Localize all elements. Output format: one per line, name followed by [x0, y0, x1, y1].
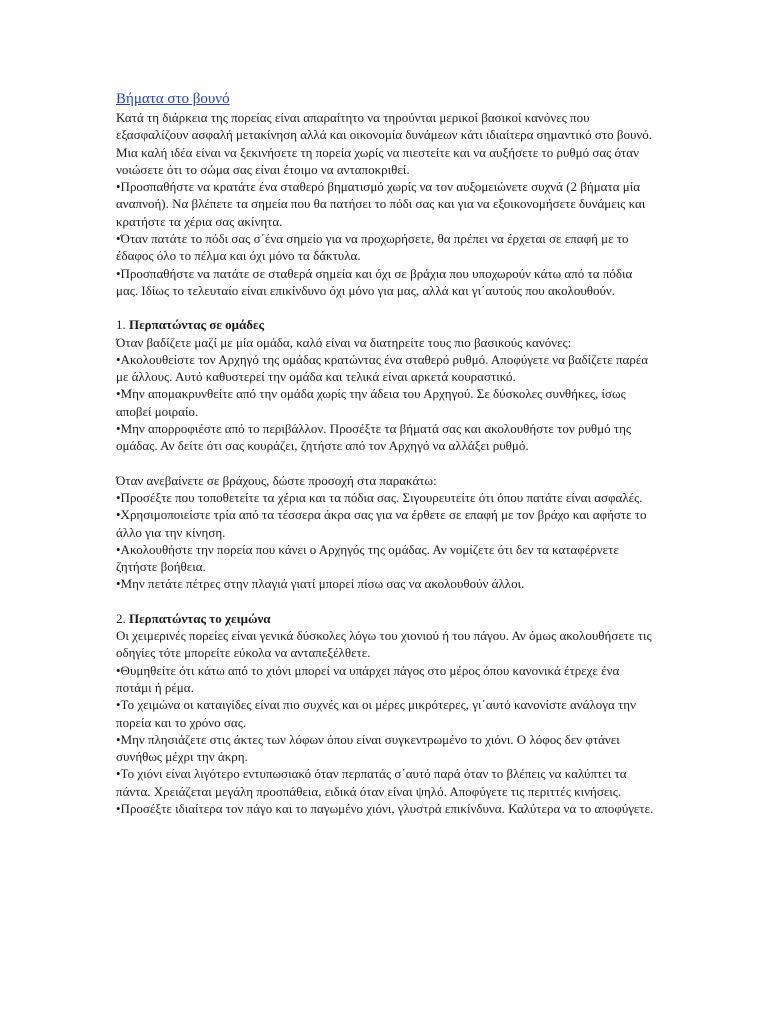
section-paragraph: Όταν βαδίζετε μαζί με μία ομάδα, καλό είναι να διατηρείτε τους πιο βασικούς κανόνες: — [116, 334, 572, 350]
section-number: 2. — [116, 610, 126, 626]
section-bullet: •Μην πλησιάζετε στις άκτες των λόφων όπου είναι συγκεντρωμένο το χιόνι. Ο λόφος δεν φτάνει συνήθως μέχρι την άκρη. — [116, 731, 620, 765]
section-number: 1. — [116, 317, 126, 333]
section-bullet: •Προσέξτε που τοποθετείτε τα χέρια και τα πόδια σας. Σιγουρευτείτε ότι όπου πατάτε είναι ασφαλές. — [116, 489, 643, 505]
section-heading — [116, 316, 656, 333]
section-bullet: •Προσέξτε ιδιαίτερα τον πάγο και το παγωμένο χιόνι, γλυστρά επικίνδυνα. Καλύτερα να το αποφύγετε. — [116, 800, 654, 816]
section-paragraph: Όταν ανεβαίνετε σε βράχους, δώστε προσοχή στα παρακάτω: — [116, 472, 437, 488]
section-heading — [116, 610, 656, 627]
section-bullet: •Ακολουθήστε την πορεία που κάνει ο Αρχηγός της ομάδας. Αν νομίζετε ότι δεν τα καταφέρνετε ζητήστε βοήθεια. — [116, 541, 619, 575]
document-title-link[interactable]: Βήματα στο βουνό — [116, 91, 230, 107]
intro-bullet: •Όταν πατάτε το πόδι σας σ΄ένα σημείο για να προχωρήσετε, θα πρέπει να έρχεται σε επαφή με το έδαφος όλο το πέλμα και όχι μόνο τα δάκτυλα. — [116, 231, 629, 264]
section-paragraph: Οι χειμερινές πορείες είναι γενικά δύσκολες λόγω του χιονιού ή του πάγου. Αν όμως ακολουθήσετε τις οδηγίες τότε μπορείτε εύκολα να ανταπεξέλθετε. — [116, 628, 652, 661]
section-bullet: •Το χιόνι είναι λιγότερο εντυπωσιακό όταν περπατάς σ΄αυτό παρά όταν το βλέπεις να καλύπτει τα πάντα. Χρειάζεται μεγάλη προσπάθεια, ειδικά όταν είναι ψηλό. Αποφύγετε τις περιττές κινήσεις. — [116, 766, 627, 799]
section-winter — [116, 610, 656, 818]
intro-section — [116, 109, 656, 299]
document-page — [116, 90, 656, 817]
section-bullet: •Χρησιμοποιείστε τρία από τα τέσσερα άκρα σας για να έρθετε σε επαφή με τον βράχο και αφήστε το άλλο για την κίνηση. — [116, 507, 647, 540]
intro-bullet: •Προσπαθήστε να πατάτε σε σταθερά σημεία και όχι σε βράχια που υποχωρούν κάτω από τα πόδια μας. Ιδίως το τελευταίο είναι επικίνδυνο όχι μόνο για μας, αλλά και γι΄αυτούς που ακολουθούν. — [116, 265, 633, 298]
section-bullet: •Μην απορροφιέστε από το περιβάλλον. Προσέξτε τα βήματά σας και ακολουθήστε τον ρυθμό της ομάδας. Αν δείτε ότι σας κουράζει, ζητήστε από τον Αρχηγό να αλλάξει ρυθμό. — [116, 421, 632, 454]
intro-paragraph: Κατά τη διάρκεια της πορείας είναι απαραίτητο να τηρούνται μερικοί βασικοί κανόνες που εξασφαλίζουν ασφαλή μετακίνηση αλλά και οικονομία δυνάμεων κάτι ιδιαίτερα σημαντικό στο βουνό. Μια καλή ιδέα είναι να ξεκινήσετε τη πορεία χωρίς να πιεστείτε και να αυξήσετε το ρυθμό σας όταν νοιώσετε ότι το σώμα σας είναι έτοιμο να ανταποκριθεί. — [116, 110, 653, 177]
section-bullet: •Θυμηθείτε ότι κάτω από το χιόνι μπορεί να υπάρχει πάγος στο μέρος όπου κανονικά έτρεχε ένα ποτάμι ή ρέμα. — [116, 662, 620, 695]
section-title: Περπατώντας σε ομάδες — [129, 317, 265, 333]
section-bullet: •Ακολουθείστε τον Αρχηγό της ομάδας κρατώντας ένα σταθερό ρυθμό. Αποφύγετε να βαδίζετε παρέα με άλλους. Αυτό καθυστερεί την ομάδα και τελικά είναι αρκετά κουραστικό. — [116, 351, 649, 385]
section-bullet: •Μην πετάτε πέτρες στην πλαγιά γιατί μπορεί πίσω σας να ακολουθούν άλλοι. — [116, 576, 525, 592]
section-bullet: •Μην απομακρυνθείτε από την ομάδα χωρίς την άδεια του Αρχηγού. Σε δύσκολες συνθήκες, ίσως αποβεί μοιραίο. — [116, 386, 626, 419]
section-bullet: •Το χειμώνα οι καταιγίδες είναι πιο συχνές και οι μέρες μικρότερες, γι΄αυτό κανονίστε ανάλογα την πορεία και το χρόνο σας. — [116, 697, 636, 730]
section-title: Περπατώντας το χειμώνα — [129, 610, 271, 626]
section-groups — [116, 316, 656, 454]
section-rocks — [116, 472, 656, 593]
intro-bullet: •Προσπαθήστε να κρατάτε ένα σταθερό βηματισμό χωρίς να τον αυξομειώνετε συχνά (2 βήματα μία αναπνοή). Να βλέπετε τα σημεία που θα πατήσει το πόδι σας και για να εξοικονομήσετε δυνάμεις και κρατήστε τα χέρια σας ακίνητα. — [116, 179, 646, 229]
